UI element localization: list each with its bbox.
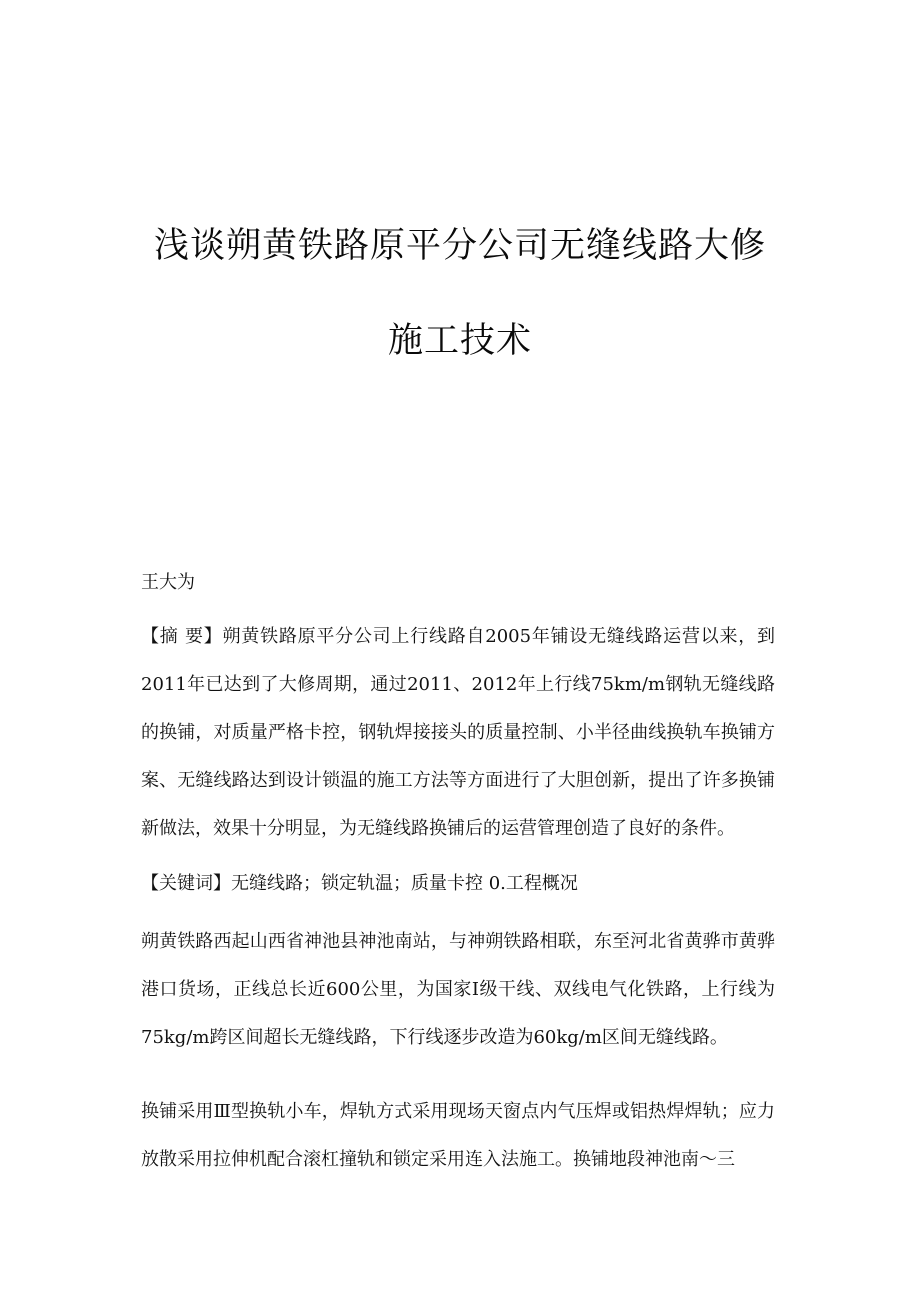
body-paragraph-overview: 朔黄铁路西起山西省神池县神池南站，与神朔铁路相联，东至河北省黄骅市黄骅港口货场，正线总长近600公里，为国家Ⅰ级干线、双线电气化铁路，上行线为75kg/m跨区间超长无缝线路，下行线逐步改造为60kg/m区间无缝线路。 — [141, 931, 775, 1048]
body-paragraph-method: 换铺采用Ⅲ型换轨小车，焊轨方式采用现场天窗点内气压焊或铝热焊焊轨；应力放散采用拉伸机配合滚杠撞轨和锁定采用连入法施工。换铺地段神池南～三 — [141, 1101, 775, 1170]
keywords-line: 【关键词】无缝线路；锁定轨温；质量卡控 0.工程概况 — [141, 873, 578, 894]
document-title-line-2: 施工技术 — [387, 321, 532, 361]
abstract-paragraph: 【摘 要】朔黄铁路原平分公司上行线路自2005年铺设无缝线路运营以来，到2011年已达到了大修周期，通过2011、2012年上行线75km/m钢轨无缝线路的换铺，对质量严格卡控，钢轨焊接接头的质量控制、小半径曲线换轨车换铺方案、无缝线路达到设计锁温的施工方法等方面进行了大胆创新，提出了许多换铺新做法，效果十分明显，为无缝线路换铺后的运营管理创造了良好的条件。 — [141, 626, 775, 839]
author-name: 王大为 — [141, 572, 195, 593]
document-title-line-1: 浅谈朔黄铁路原平分公司无缝线路大修 — [153, 226, 766, 266]
